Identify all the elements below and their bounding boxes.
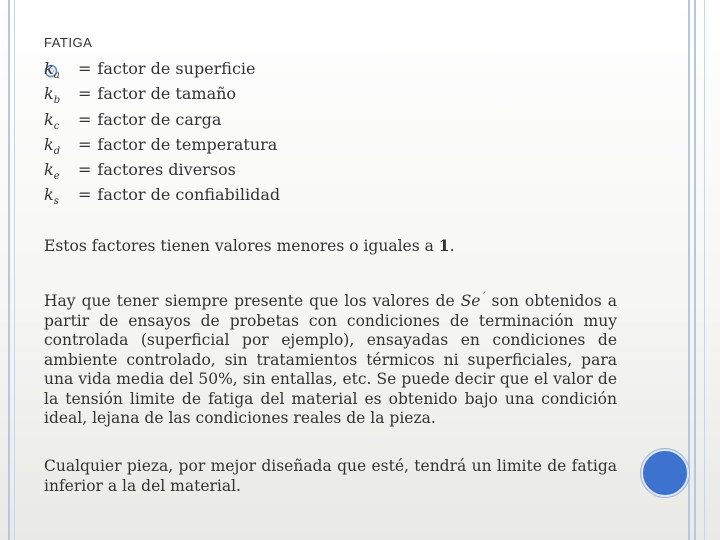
paragraph-fatigue-limit: Cualquier pieza, por mejor diseñada que esté, tendrá un limite de fatiga inferior a la del material. [44, 457, 617, 495]
factor-label: factor de temperatura [97, 134, 278, 154]
factor-symbol: $k_s$ [44, 185, 59, 208]
factor-symbol: $k_d$ [44, 134, 61, 158]
slide-title: FATIGA [44, 35, 93, 50]
factor-row: $k_e$ = factores diversos [44, 157, 280, 182]
paragraph-se-conditions: Hay que tener siempre presente que los valores de Se´ son obtenidos a partir de ensayos de probetas con condiciones de terminación muy controlada (superficial por ejemplo), ensayadas en condiciones de ambiente controlado, sin tratamientos térmicos ni superficiales, para una vida media del 50%, sin entallas, etc. Se puede decir que el valor de la tensión limite de fatiga del material es obtenido bajo una condición ideal, lejana de las condiciones reales de la pieza. [44, 292, 617, 428]
right-frame-line-2 [694, 0, 696, 540]
factor-symbol: $k_e$ [44, 160, 60, 183]
factor-row: $k_d$ = factor de temperatura [44, 132, 280, 157]
navigation-circle-button[interactable] [641, 449, 689, 497]
factor-row: $k_s$ = factor de confiabilidad [44, 182, 280, 207]
factor-symbol: $k_b$ [44, 84, 61, 107]
factor-row: $k_b$ = factor de tamaño [44, 81, 280, 106]
left-frame-line-inner [14, 0, 15, 540]
right-frame-line-3 [704, 0, 705, 540]
factor-label: factor de carga [97, 109, 222, 129]
factor-row: $k_a$ = factor de superficie [44, 56, 280, 81]
factor-label: factor de tamaño [97, 84, 237, 104]
factor-row: $k_c$ = factor de carga [44, 107, 280, 132]
factor-label: factor de confiabilidad [97, 185, 281, 205]
factor-symbol: $k_c$ [44, 109, 60, 132]
factor-symbol: $k_a$ [44, 59, 60, 82]
paragraph-factor-values: Estos factores tienen valores menores o iguales a 1. [44, 236, 455, 255]
factor-label: factor de superficie [97, 59, 256, 78]
se-symbol: Se´ [460, 292, 486, 311]
factor-label: factores diversos [97, 160, 236, 180]
right-frame-line [688, 0, 690, 540]
factor-definitions [44, 56, 280, 208]
left-frame-line [8, 0, 10, 540]
